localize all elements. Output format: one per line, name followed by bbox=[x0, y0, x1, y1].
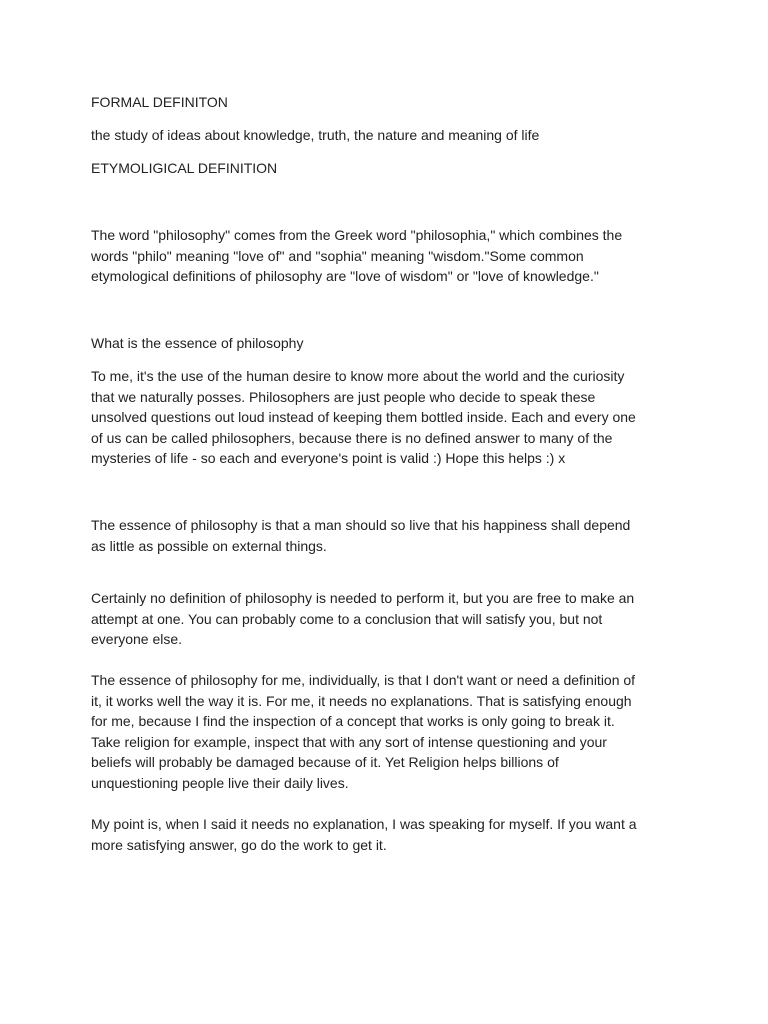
formal-definition-heading-text: FORMAL DEFINITON bbox=[91, 94, 228, 110]
essence-question bbox=[91, 333, 691, 354]
answer-line: that we naturally posses. Philosophers are just people who decide to speak these bbox=[91, 388, 596, 405]
etymology-line: etymological definitions of philosophy are "love of wisdom" or "love of knowledge." bbox=[91, 268, 599, 284]
answer-line: My point is, when I said it needs no explanation, I was speaking for myself. If you want a bbox=[91, 816, 637, 832]
formal-definition-text-line: the study of ideas about knowledge, truth, the nature and meaning of life bbox=[91, 127, 540, 143]
answer-line: Take religion for example, inspect that with any sort of intense questioning and your bbox=[91, 733, 607, 750]
formal-definition-heading bbox=[91, 92, 691, 113]
answer-paragraph-4 bbox=[91, 670, 691, 793]
answer-line: everyone else. bbox=[91, 631, 183, 647]
etymology-line: The word "philosophy" comes from the Greek word "philosophia," which combines the bbox=[91, 227, 623, 243]
answer-paragraph-3 bbox=[91, 588, 691, 650]
answer-line: unquestioning people live their daily lives. bbox=[91, 774, 349, 791]
answer-line: it, it works well the way it is. For me, it needs no explanations. That is satisfying enough bbox=[91, 692, 632, 709]
answer-paragraph-5 bbox=[91, 814, 691, 855]
answer-paragraph-2 bbox=[91, 515, 691, 556]
answer-line: The essence of philosophy is that a man should so live that his happiness shall depend bbox=[91, 517, 631, 533]
answer-line: mysteries of life - so each and everyone's point is valid :) Hope this helps :) x bbox=[91, 450, 566, 466]
answer-line: To me, it's the use of the human desire to know more about the world and the curiosity bbox=[91, 368, 625, 384]
etymological-definition-heading-text: ETYMOLIGICAL DEFINITION bbox=[91, 160, 278, 176]
answer-line: The essence of philosophy for me, individually, is that I don't want or need a definition of bbox=[91, 672, 636, 688]
etymology-paragraph bbox=[91, 225, 691, 287]
answer-line: unsolved questions out loud instead of keeping them bottled inside. Each and every one bbox=[91, 409, 636, 425]
answer-line: of us can be called philosophers, because there is no defined answer to many of the bbox=[91, 429, 613, 446]
answer-line: beliefs will probably be damaged because of it. Yet Religion helps billions of bbox=[91, 754, 559, 770]
answer-line: more satisfying answer, go do the work to get it. bbox=[91, 836, 387, 853]
answer-line: Certainly no definition of philosophy is needed to perform it, but you are free to make an bbox=[91, 590, 635, 606]
etymology-line: words "philo" meaning "love of" and "sophia" meaning "wisdom."Some common bbox=[91, 247, 584, 264]
etymological-definition-heading bbox=[91, 158, 691, 179]
answer-paragraph-1 bbox=[91, 366, 691, 469]
answer-line: for me, because I find the inspection of a concept that works is only going to break it. bbox=[91, 713, 615, 729]
essence-question-text: What is the essence of philosophy bbox=[91, 335, 304, 351]
formal-definition-text bbox=[91, 125, 691, 146]
answer-line: as little as possible on external things. bbox=[91, 537, 327, 554]
answer-line: attempt at one. You can probably come to a conclusion that will satisfy you, but not bbox=[91, 610, 603, 627]
